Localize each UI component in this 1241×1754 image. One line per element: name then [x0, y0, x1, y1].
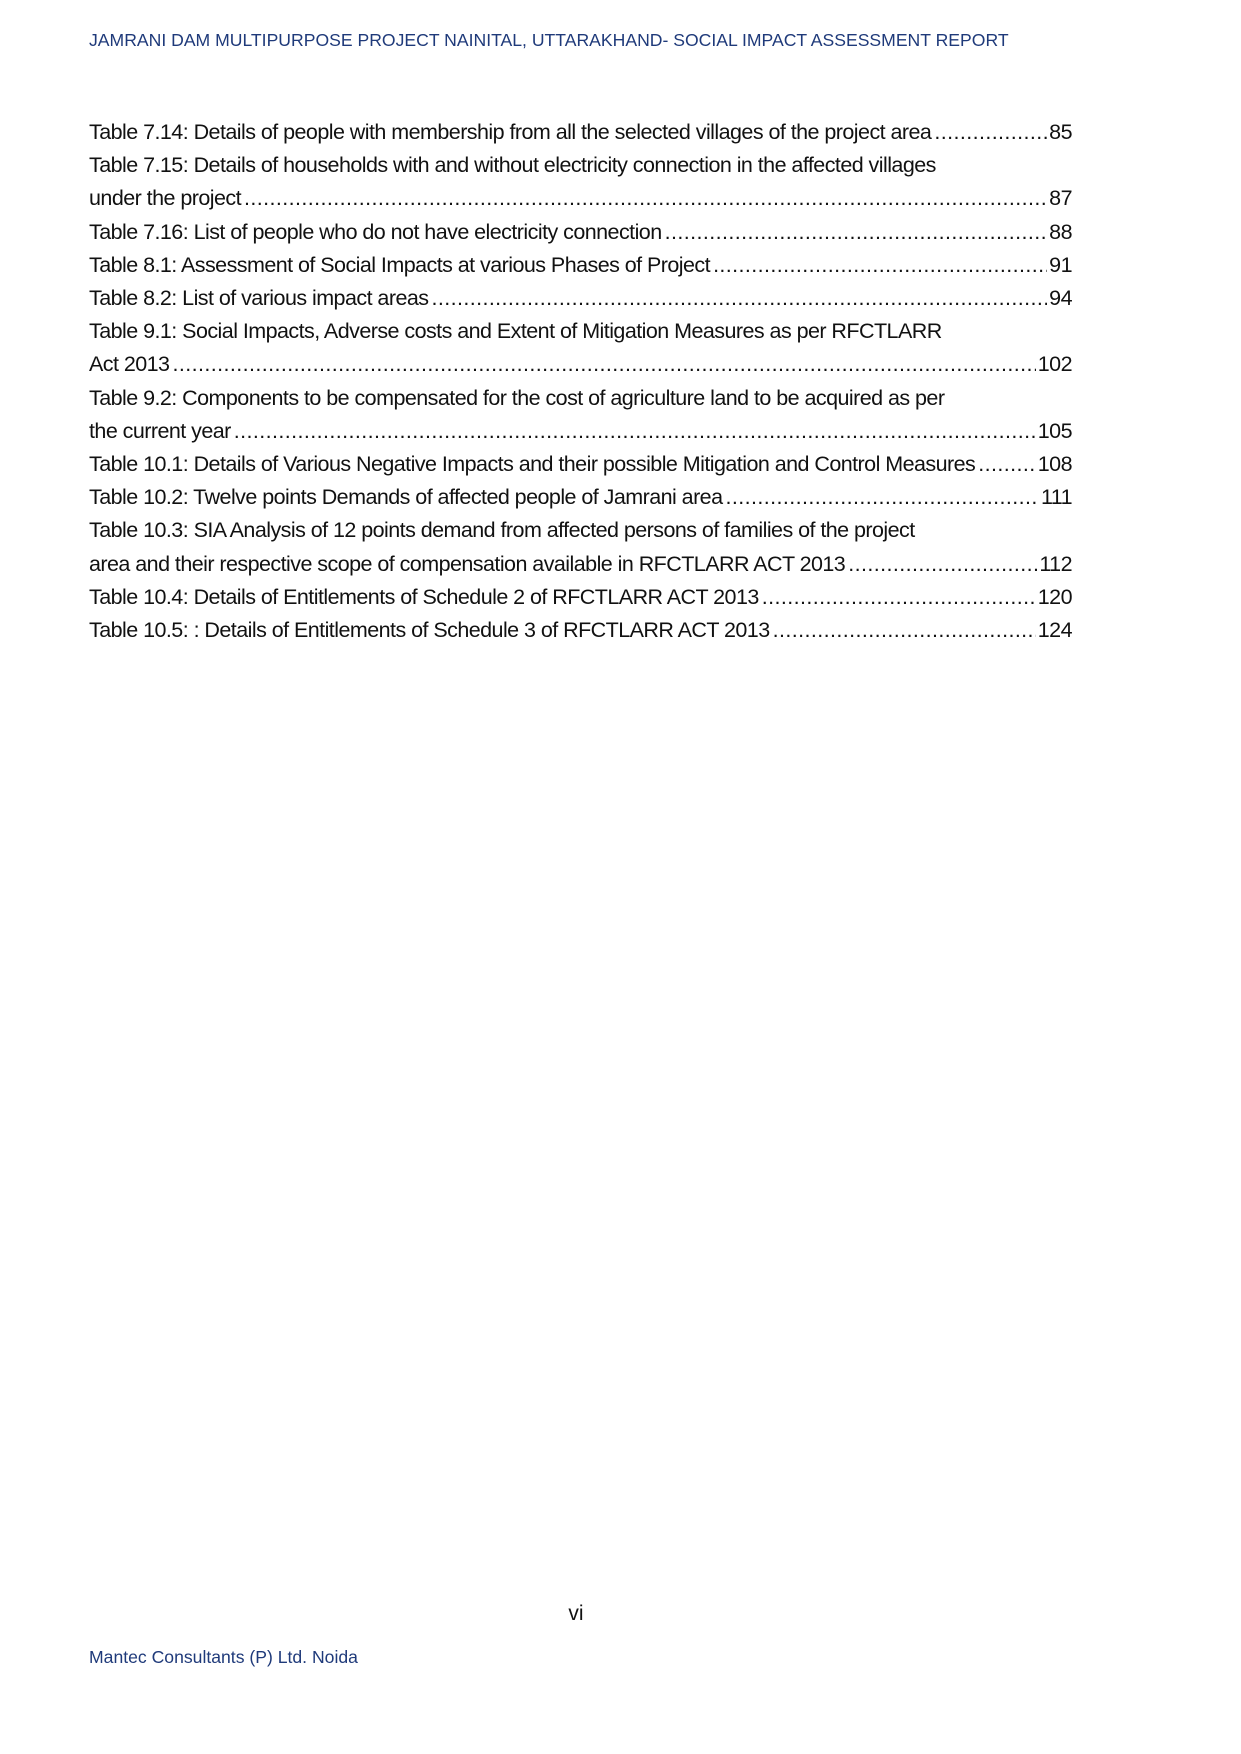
dot-leader — [934, 116, 1047, 149]
toc-entry-last-line — [89, 182, 1072, 215]
dot-leader — [726, 481, 1039, 514]
toc-entry-text: under the project — [89, 186, 242, 211]
toc-entry-last-line — [89, 415, 1072, 448]
dot-leader — [234, 415, 1036, 448]
toc-page-number: 91 — [1049, 252, 1072, 277]
dot-leader — [713, 249, 1047, 282]
toc-entry-last-line — [89, 548, 1072, 581]
toc-entry-text: Table 7.14: Details of people with membership from all the selected villages of the project area — [89, 120, 932, 144]
toc-entry-text: Table 10.3: SIA Analysis of 12 points demand from affected persons of families of the project — [89, 518, 915, 543]
toc-page-number: 85 — [1049, 120, 1072, 144]
toc-entry-last-line — [89, 614, 1072, 647]
toc-page-number: 94 — [1049, 286, 1072, 311]
toc-entry-last-line — [89, 481, 1072, 514]
toc-entry[interactable] — [89, 448, 1072, 481]
toc-entry-text: area and their respective scope of compensation available in RFCTLARR ACT 2013 — [89, 551, 846, 576]
list-of-tables — [89, 116, 1072, 647]
running-header: JAMRANI DAM MULTIPURPOSE PROJECT NAINITAL, UTTARAKHAND- SOCIAL IMPACT ASSESSMENT REPORT — [89, 30, 1009, 50]
toc-entry-last-line — [89, 282, 1072, 315]
dot-leader — [665, 216, 1048, 249]
toc-entry-text: Table 8.2: List of various impact areas — [89, 286, 429, 311]
dot-leader — [244, 182, 1047, 215]
toc-page-number: 102 — [1037, 352, 1072, 377]
dot-leader — [773, 614, 1036, 647]
dot-leader — [172, 348, 1035, 381]
toc-entry-last-line — [89, 216, 1072, 249]
toc-entry[interactable] — [89, 315, 1072, 381]
toc-page-number: 112 — [1039, 551, 1072, 576]
toc-page-number: 111 — [1040, 485, 1072, 510]
toc-entry[interactable] — [89, 116, 1072, 149]
toc-entry-text: Table 10.5: : Details of Entitlements of Schedule 3 of RFCTLARR ACT 2013 — [89, 618, 770, 643]
toc-page-number: 88 — [1049, 219, 1072, 244]
page-number: vi — [568, 1602, 584, 1625]
dot-leader — [848, 548, 1037, 581]
toc-entry[interactable] — [89, 249, 1072, 282]
toc-entry-text: Table 10.1: Details of Various Negative Impacts and their possible Mitigation and Control Measures — [89, 452, 976, 477]
toc-page-number: 120 — [1037, 584, 1072, 609]
toc-entry-text: Table 10.4: Details of Entitlements of Schedule 2 of RFCTLARR ACT 2013 — [89, 584, 759, 609]
toc-entry-text: Table 9.1: Social Impacts, Adverse costs and Extent of Mitigation Measures as per RFCTLARR — [89, 319, 942, 344]
toc-page-number: 124 — [1037, 618, 1072, 643]
running-footer: Mantec Consultants (P) Ltd. Noida — [89, 1647, 358, 1667]
toc-page-number: 87 — [1049, 186, 1072, 211]
toc-entry[interactable] — [89, 514, 1072, 580]
toc-entry[interactable] — [89, 382, 1072, 448]
toc-entry-text: Table 7.15: Details of households with and without electricity connection in the affected villages — [89, 153, 936, 178]
toc-entry-last-line — [89, 249, 1072, 282]
toc-entry[interactable] — [89, 481, 1072, 514]
toc-entry-text: the current year — [89, 418, 231, 443]
toc-entry-last-line — [89, 348, 1072, 381]
toc-page-number: 105 — [1037, 418, 1072, 443]
toc-entry[interactable] — [89, 614, 1072, 647]
dot-leader — [978, 448, 1036, 481]
dot-leader — [431, 282, 1047, 315]
dot-leader — [762, 581, 1036, 614]
toc-entry-text: Table 10.2: Twelve points Demands of affected people of Jamrani area — [89, 485, 723, 510]
toc-entry-text: Act 2013 — [89, 352, 170, 377]
toc-page-number: 108 — [1037, 452, 1072, 477]
toc-entry-text: Table 7.16: List of people who do not have electricity connection — [89, 219, 662, 244]
toc-entry[interactable] — [89, 581, 1072, 614]
toc-entry[interactable] — [89, 216, 1072, 249]
toc-entry-last-line — [89, 448, 1072, 481]
toc-entry-text: Table 9.2: Components to be compensated for the cost of agriculture land to be acquired as per — [89, 385, 945, 410]
toc-entry[interactable] — [89, 282, 1072, 315]
toc-entry-text: Table 8.1: Assessment of Social Impacts at various Phases of Project — [89, 252, 711, 277]
toc-entry-last-line — [89, 116, 1072, 149]
toc-entry-last-line — [89, 581, 1072, 614]
toc-entry[interactable] — [89, 149, 1072, 215]
